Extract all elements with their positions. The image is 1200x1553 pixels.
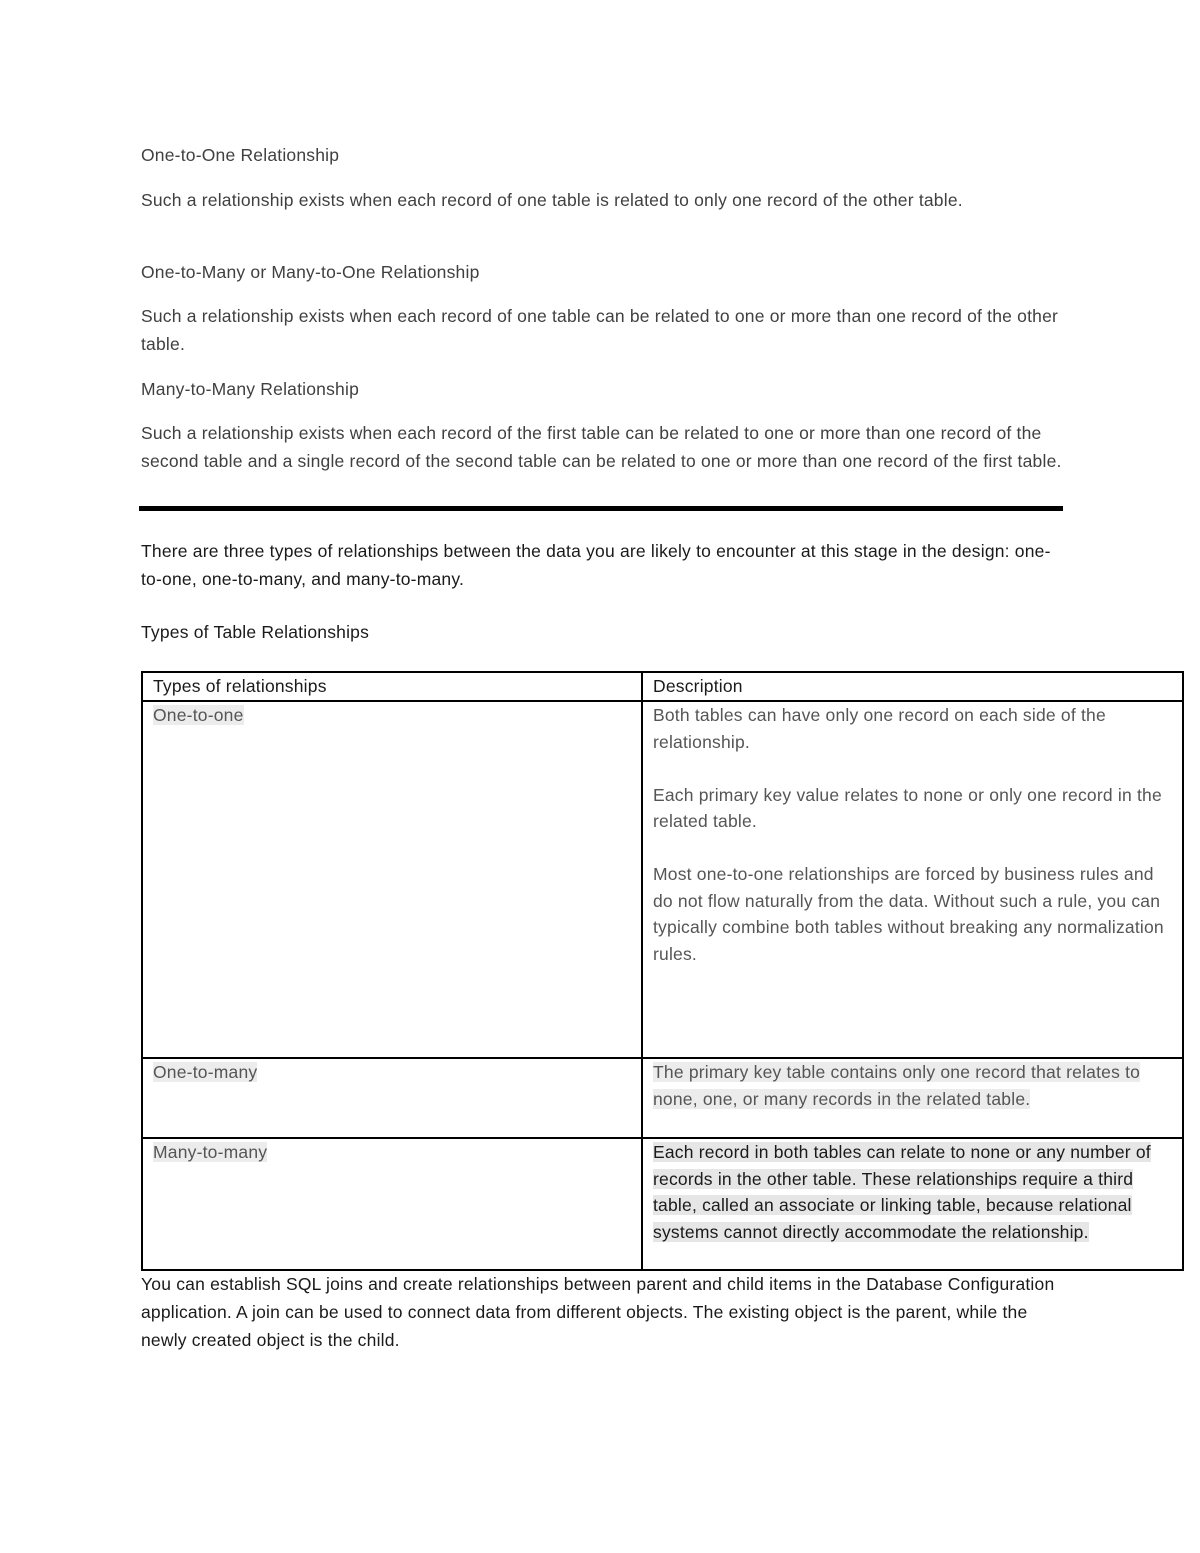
relationship-type-label: Many-to-many (153, 1142, 268, 1162)
one-to-one-description: Such a relationship exists when each record of one table is related to only one record of the other table. (141, 190, 963, 210)
description-text: Most one-to-one relationships are forced by business rules and do not flow naturally from the data. Without such a rule, you can typically combine both tables without breaking any normalization rules. (653, 864, 1164, 964)
description-text: Both tables can have only one record on each side of the relationship. (653, 705, 1106, 752)
table-row (142, 1058, 1183, 1138)
relationship-type-cell (142, 1058, 642, 1138)
description-text: Each record in both tables can relate to none or any number of records in the other table. These relationships require a third table, called an associate or linking table, because relational systems cannot directly accommodate the relationship. (653, 1142, 1151, 1242)
description-cell (642, 701, 1183, 1058)
header-types-of-relationships: Types of relationships (142, 672, 642, 701)
section-divider (139, 506, 1063, 511)
many-to-many-description: Such a relationship exists when each record of the first table can be related to one or more than one record of the second table and a single record of the second table can be related to one or more than one record of the first table. (141, 423, 1062, 471)
relationship-type-label: One-to-many (153, 1062, 258, 1082)
relationship-type-cell (142, 701, 642, 1058)
description-text: Each primary key value relates to none or only one record in the related table. (653, 784, 1162, 831)
description-cell (642, 1058, 1183, 1138)
closing-paragraph: You can establish SQL joins and create relationships between parent and child items in the Database Configuration application. A join can be used to connect data from different objects. The existing object is the parent, while the newly created object is the child. (141, 1274, 1055, 1350)
description-text: The primary key table contains only one record that relates to none, one, or many records in the related table. (653, 1062, 1141, 1109)
one-to-many-description: Such a relationship exists when each record of one table can be related to one or more than one record of the other table. (141, 306, 1059, 354)
header-description: Description (642, 672, 1183, 701)
many-to-many-heading: Many-to-Many Relationship (141, 379, 360, 399)
relationships-table (141, 671, 1184, 1271)
one-to-one-heading: One-to-One Relationship (141, 145, 340, 165)
table-row (142, 1138, 1183, 1270)
description-cell (642, 1138, 1183, 1270)
relationship-type-label: One-to-one (153, 705, 244, 725)
table-header-row (142, 672, 1183, 701)
relationship-type-cell (142, 1138, 642, 1270)
table-title: Types of Table Relationships (141, 622, 370, 642)
intro-paragraph: There are three types of relationships between the data you are likely to encounter at this stage in the design: one-to-one, one-to-many, and many-to-many. (141, 541, 1051, 589)
table-row (142, 701, 1183, 1058)
one-to-many-heading: One-to-Many or Many-to-One Relationship (141, 262, 480, 282)
